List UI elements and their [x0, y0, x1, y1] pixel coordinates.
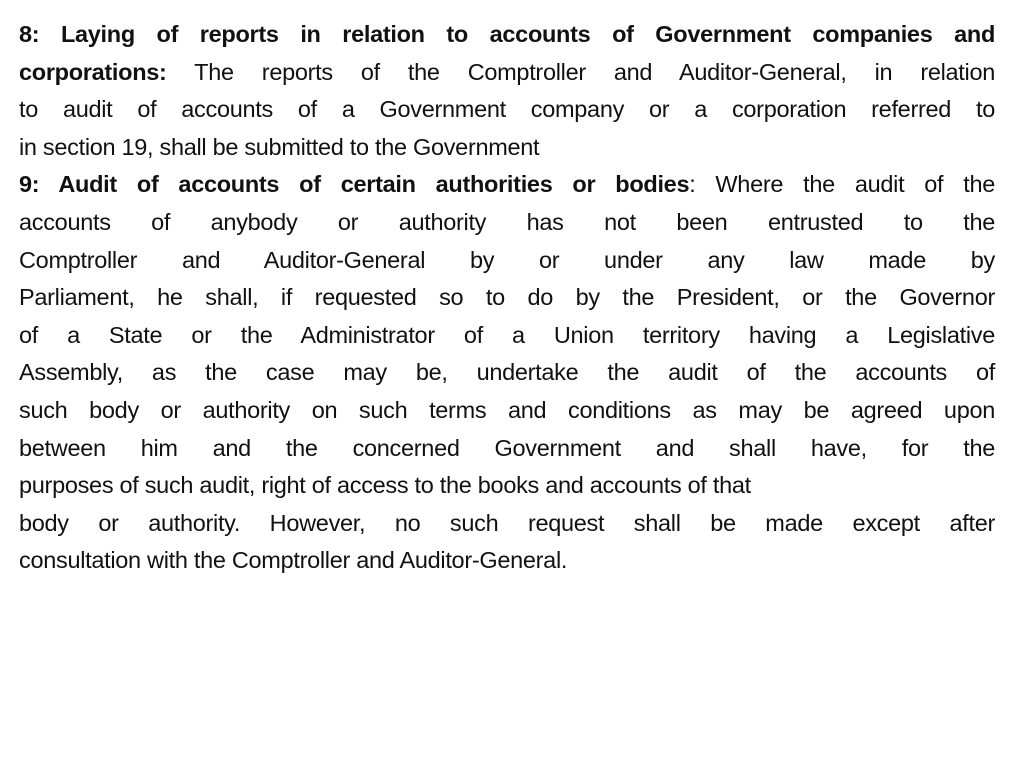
body-text	[19, 16, 995, 580]
section-9-line-2: accounts of anybody or authority has not been entrusted to the	[19, 208, 995, 235]
section-9-line-9: purposes of such audit, right of access to the books and accounts of that	[19, 472, 751, 499]
section-9-line-5: of a State or the Administrator of a Union territory having a Legislative	[19, 321, 995, 348]
section-9-line-11: consultation with the Comptroller and Auditor-General.	[19, 547, 568, 574]
section-9-text-start: : Where the audit of the	[689, 171, 995, 198]
section-9-line-6: Assembly, as the case may be, undertake the audit of the accounts of	[19, 359, 995, 386]
section-8-text-start: The reports of the Comptroller and Auditor-General, in relation	[166, 58, 995, 85]
section-9-heading: 9: Audit of accounts of certain authorities or bodies	[19, 171, 690, 198]
section-8-line-4: in section 19, shall be submitted to the Government	[19, 133, 540, 160]
section-9-line-8: between him and the concerned Government and shall have, for the	[19, 434, 995, 461]
section-9-line-7: such body or authority on such terms and conditions as may be agreed upon	[19, 396, 995, 423]
section-8-line-2	[19, 54, 995, 92]
section-9-line-10: body or authority. However, no such request shall be made except after	[19, 509, 995, 536]
section-9-line-4: Parliament, he shall, if requested so to do by the President, or the Governor	[19, 284, 995, 311]
section-9-line-1	[19, 166, 995, 204]
section-8-heading-line: 8: Laying of reports in relation to accounts of Government companies and	[19, 21, 995, 47]
section-8-heading-end: corporations:	[19, 58, 167, 85]
section-9-line-3: Comptroller and Auditor-General by or under any law made by	[19, 246, 995, 273]
section-8-line-3: to audit of accounts of a Government company or a corporation referred to	[19, 96, 995, 123]
